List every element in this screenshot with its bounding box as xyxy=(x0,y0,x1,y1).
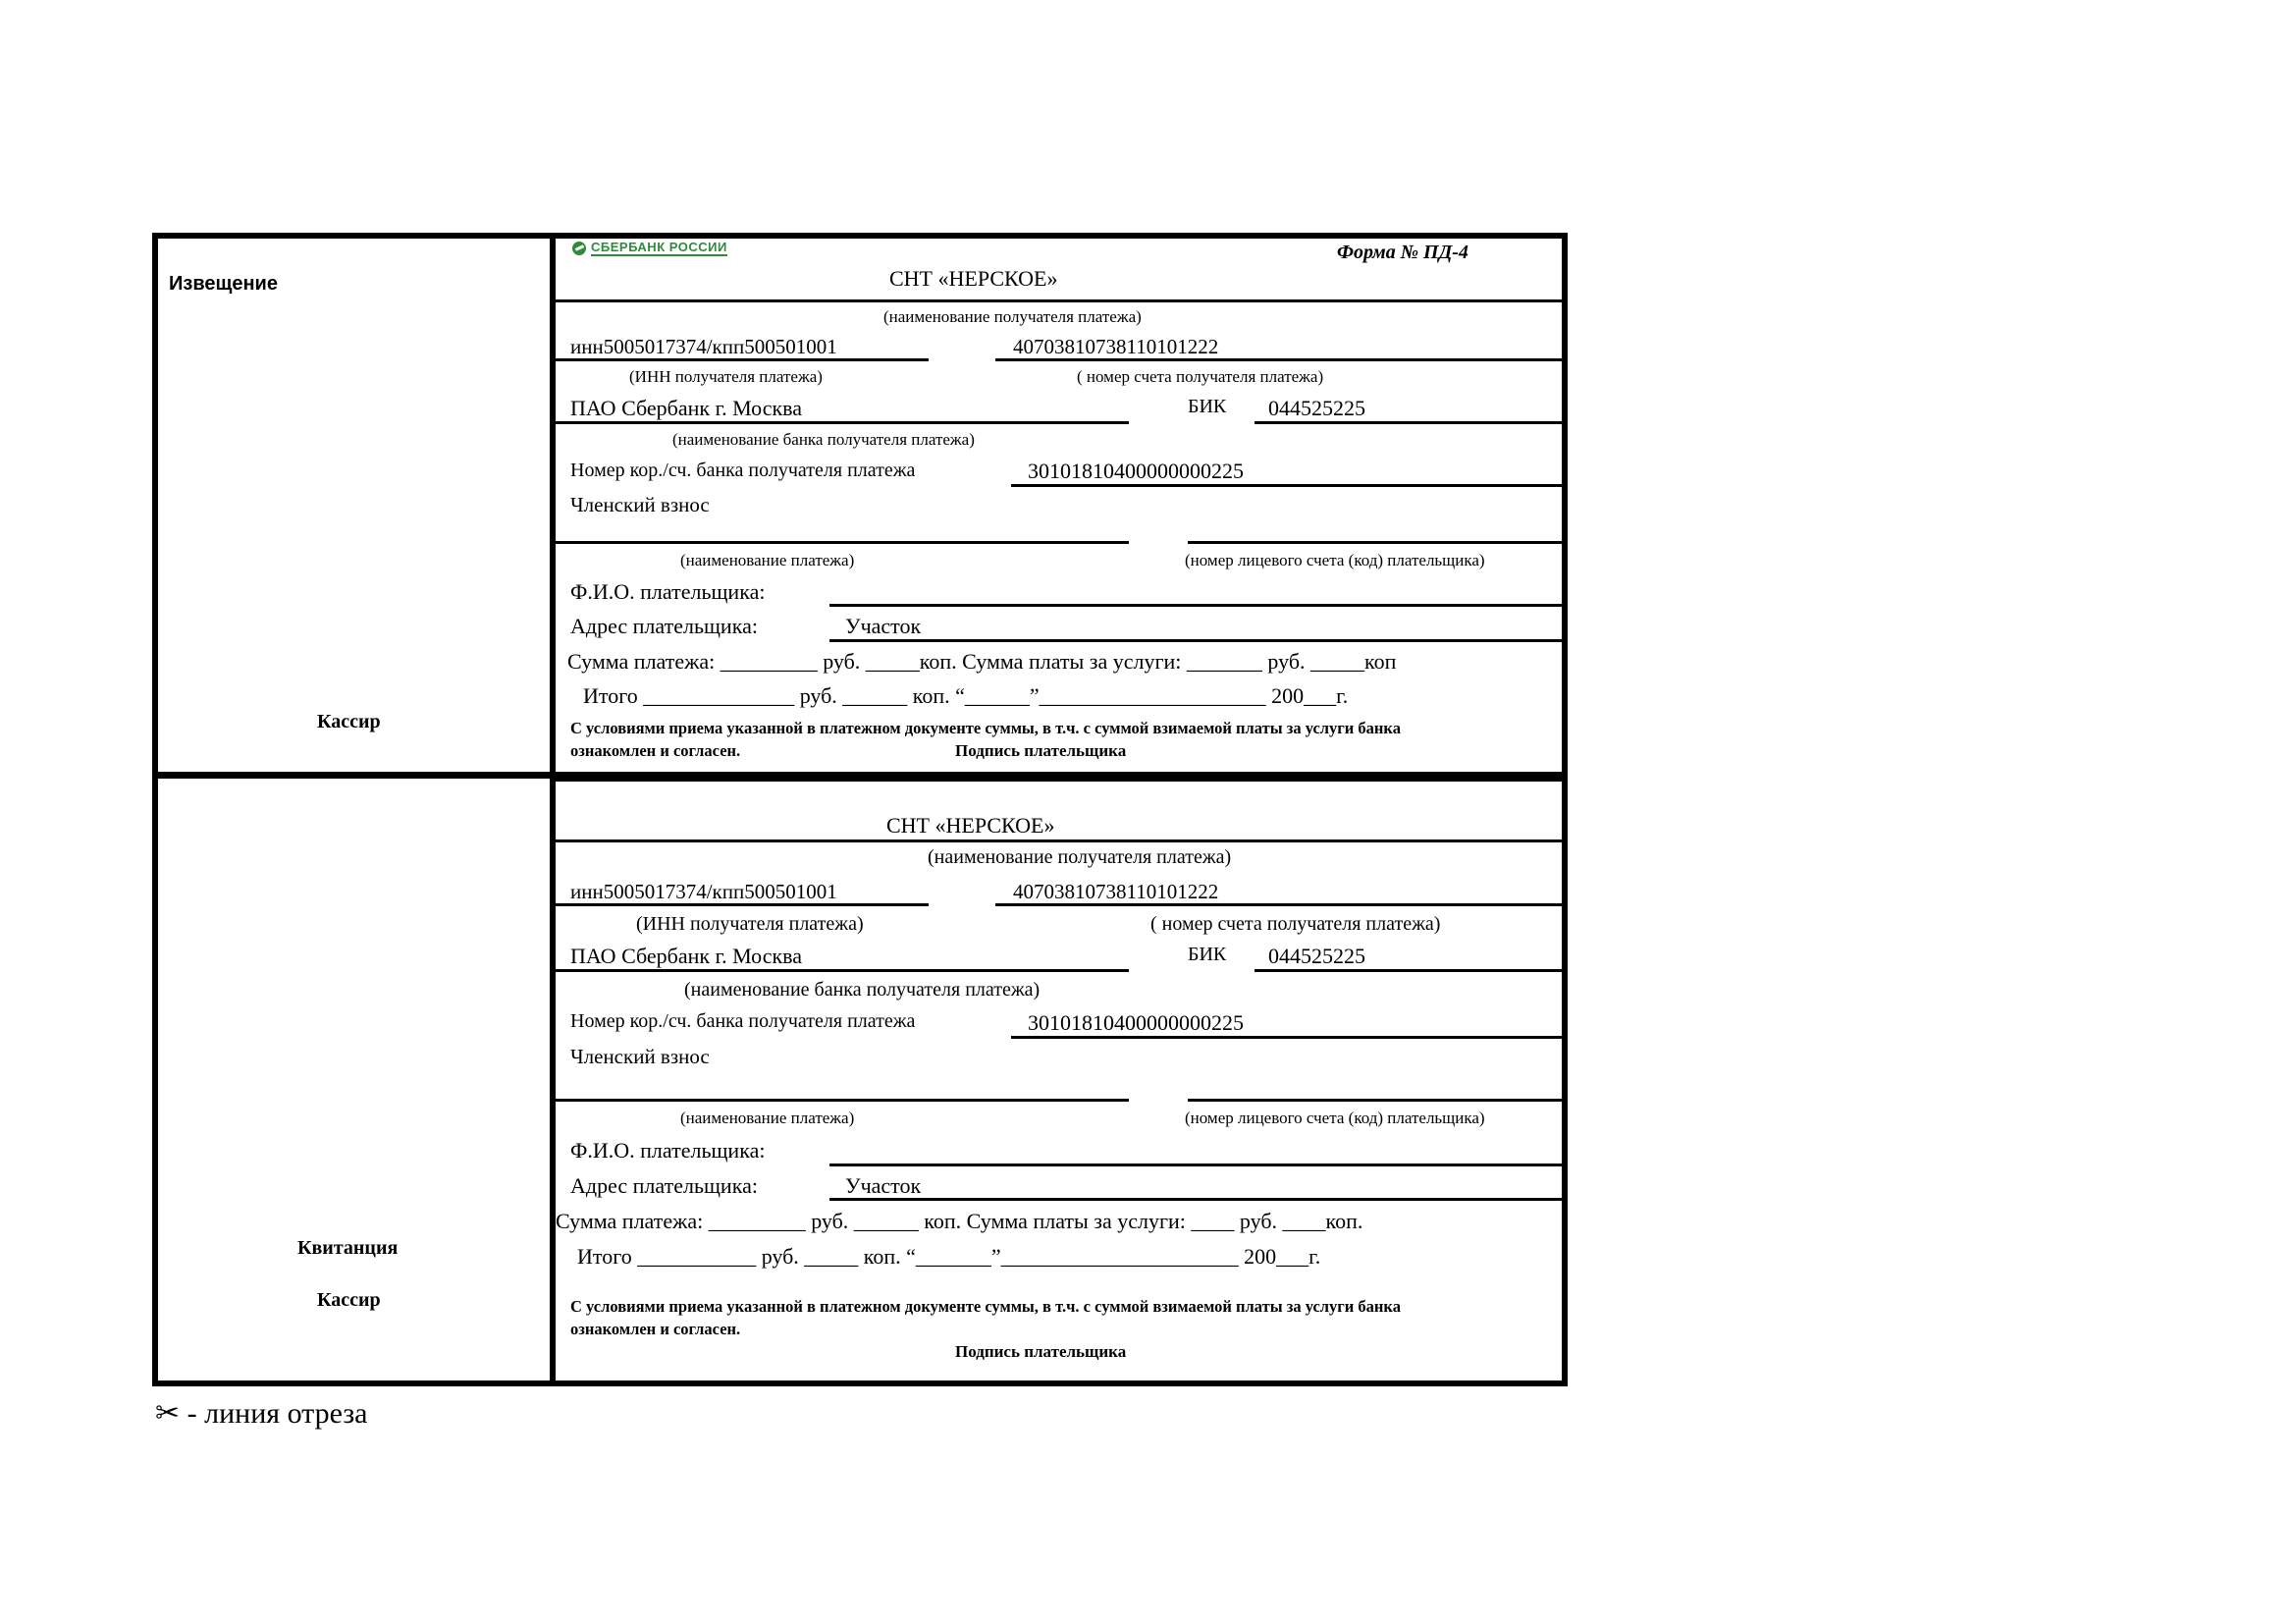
bik-line xyxy=(1255,421,1568,424)
bik-value: 044525225 xyxy=(1268,396,1365,420)
consent-line-2-bottom: ознакомлен и согласен. xyxy=(570,1320,741,1338)
total-line: Итого ______________ руб. ______ коп. “______”_____________________ 200___г. xyxy=(583,683,1349,708)
consent-line-1-bottom: С условиями приема указанной в платежном документе суммы, в т.ч. с суммой взимаемой платы за услуги банка xyxy=(570,1297,1401,1316)
personal-account-caption: (номер лицевого счета (код) плательщика) xyxy=(1185,551,1485,569)
corr-account: 30101810400000000225 xyxy=(1028,459,1244,483)
bik-line-bottom xyxy=(1255,969,1568,972)
consent-line-2: ознакомлен и согласен. xyxy=(570,741,741,760)
recipient-name-bottom: СНТ «НЕРСКОЕ» xyxy=(886,813,1055,838)
corr-label: Номер кор./сч. банка получателя платежа xyxy=(570,460,916,481)
bank-line-bottom xyxy=(556,969,1129,972)
cut-line-legend xyxy=(155,1396,368,1431)
personal-account-line-bottom xyxy=(1188,1099,1568,1102)
section-divider-inner xyxy=(556,779,1568,782)
payer-address-line[interactable] xyxy=(829,639,1568,642)
payment-purpose: Членский взнос xyxy=(570,493,710,516)
corr-line xyxy=(1011,484,1568,487)
signature-label: Подпись плательщика xyxy=(955,741,1127,760)
receipt-label: Квитанция xyxy=(297,1237,399,1259)
corr-label-bottom: Номер кор./сч. банка получателя платежа xyxy=(570,1010,916,1032)
recipient-line xyxy=(556,299,1568,302)
inn-kpp-value-bottom: инн5005017374/кпп500501001 xyxy=(570,880,837,903)
purpose-line xyxy=(556,541,1129,544)
payer-name-line-bottom[interactable] xyxy=(829,1164,1568,1166)
recipient-caption: (наименование получателя платежа) xyxy=(883,307,1142,326)
bik-label-bottom: БИК xyxy=(1188,944,1227,965)
sberbank-logo xyxy=(572,240,727,257)
sberbank-logo-icon xyxy=(572,242,586,255)
bank-name: ПАО Сбербанк г. Москва xyxy=(570,396,803,420)
account-caption-bottom: ( номер счета получателя платежа) xyxy=(1150,913,1441,935)
payer-name-line[interactable] xyxy=(829,604,1568,607)
inn-caption: (ИНН получателя платежа) xyxy=(629,367,823,386)
plot-label: Участок xyxy=(845,614,922,638)
signature-label-bottom: Подпись плательщика xyxy=(955,1342,1127,1361)
form-number: Форма № ПД-4 xyxy=(1337,242,1468,263)
bik-value-bottom: 044525225 xyxy=(1268,944,1365,968)
payer-name-label-bottom: Ф.И.О. плательщика: xyxy=(570,1138,766,1163)
section-divider xyxy=(152,772,1568,779)
payer-address-label: Адрес плательщика: xyxy=(570,614,758,638)
personal-account-line xyxy=(1188,541,1568,544)
personal-account-caption-bottom: (номер лицевого счета (код) плательщика) xyxy=(1185,1109,1485,1127)
inn-line xyxy=(556,358,929,361)
total-line-bottom: Итого ___________ руб. _____ коп. “_______”______________________ 200___г. xyxy=(577,1244,1321,1269)
account-value-bottom: 40703810738110101222 xyxy=(1013,880,1219,903)
bank-line xyxy=(556,421,1129,424)
inn-line-bottom xyxy=(556,903,929,906)
notice-label: Извещение xyxy=(169,273,278,295)
payer-address-label-bottom: Адрес плательщика: xyxy=(570,1173,758,1198)
purpose-caption-bottom: (наименование платежа) xyxy=(680,1109,855,1127)
plot-label-bottom: Участок xyxy=(845,1173,922,1198)
bank-caption: (наименование банка получателя платежа) xyxy=(672,430,975,449)
sum-line: Сумма платежа: _________ руб. _____коп. Сумма платы за услуги: _______ руб. _____коп xyxy=(567,649,1397,674)
sberbank-logo-text: СБЕРБАНК РОССИИ xyxy=(591,240,727,254)
payer-address-line-bottom[interactable] xyxy=(829,1198,1568,1201)
purpose-caption: (наименование платежа) xyxy=(680,551,855,569)
corr-line-bottom xyxy=(1011,1036,1568,1039)
account-value: 40703810738110101222 xyxy=(1013,335,1219,358)
cashier-label-top: Кассир xyxy=(317,711,381,732)
corr-account-bottom: 30101810400000000225 xyxy=(1028,1010,1244,1035)
cashier-label-bottom: Кассир xyxy=(317,1289,381,1311)
consent-line-1: С условиями приема указанной в платежном документе суммы, в т.ч. с суммой взимаемой платы за услуги банка xyxy=(570,719,1401,737)
recipient-caption-bottom: (наименование получателя платежа) xyxy=(928,846,1232,868)
recipient-name: СНТ «НЕРСКОЕ» xyxy=(889,266,1058,291)
purpose-line-bottom xyxy=(556,1099,1129,1102)
payment-purpose-bottom: Членский взнос xyxy=(570,1045,710,1068)
account-line xyxy=(995,358,1568,361)
scissors-icon: ✂ xyxy=(155,1396,181,1431)
account-caption: ( номер счета получателя платежа) xyxy=(1077,367,1324,386)
bik-label: БИК xyxy=(1188,396,1227,417)
account-line-bottom xyxy=(995,903,1568,906)
payer-name-label: Ф.И.О. плательщика: xyxy=(570,579,766,604)
inn-caption-bottom: (ИНН получателя платежа) xyxy=(636,913,864,935)
recipient-line-bottom xyxy=(556,839,1568,842)
bank-caption-bottom: (наименование банка получателя платежа) xyxy=(684,979,1041,1001)
cut-line-label: - линия отреза xyxy=(187,1397,368,1430)
inn-kpp-value: инн5005017374/кпп500501001 xyxy=(570,335,837,358)
bank-name-bottom: ПАО Сбербанк г. Москва xyxy=(570,944,803,968)
sum-line-bottom: Сумма платежа: _________ руб. ______ коп. Сумма платы за услуги: ____ руб. ____коп. xyxy=(556,1209,1363,1233)
